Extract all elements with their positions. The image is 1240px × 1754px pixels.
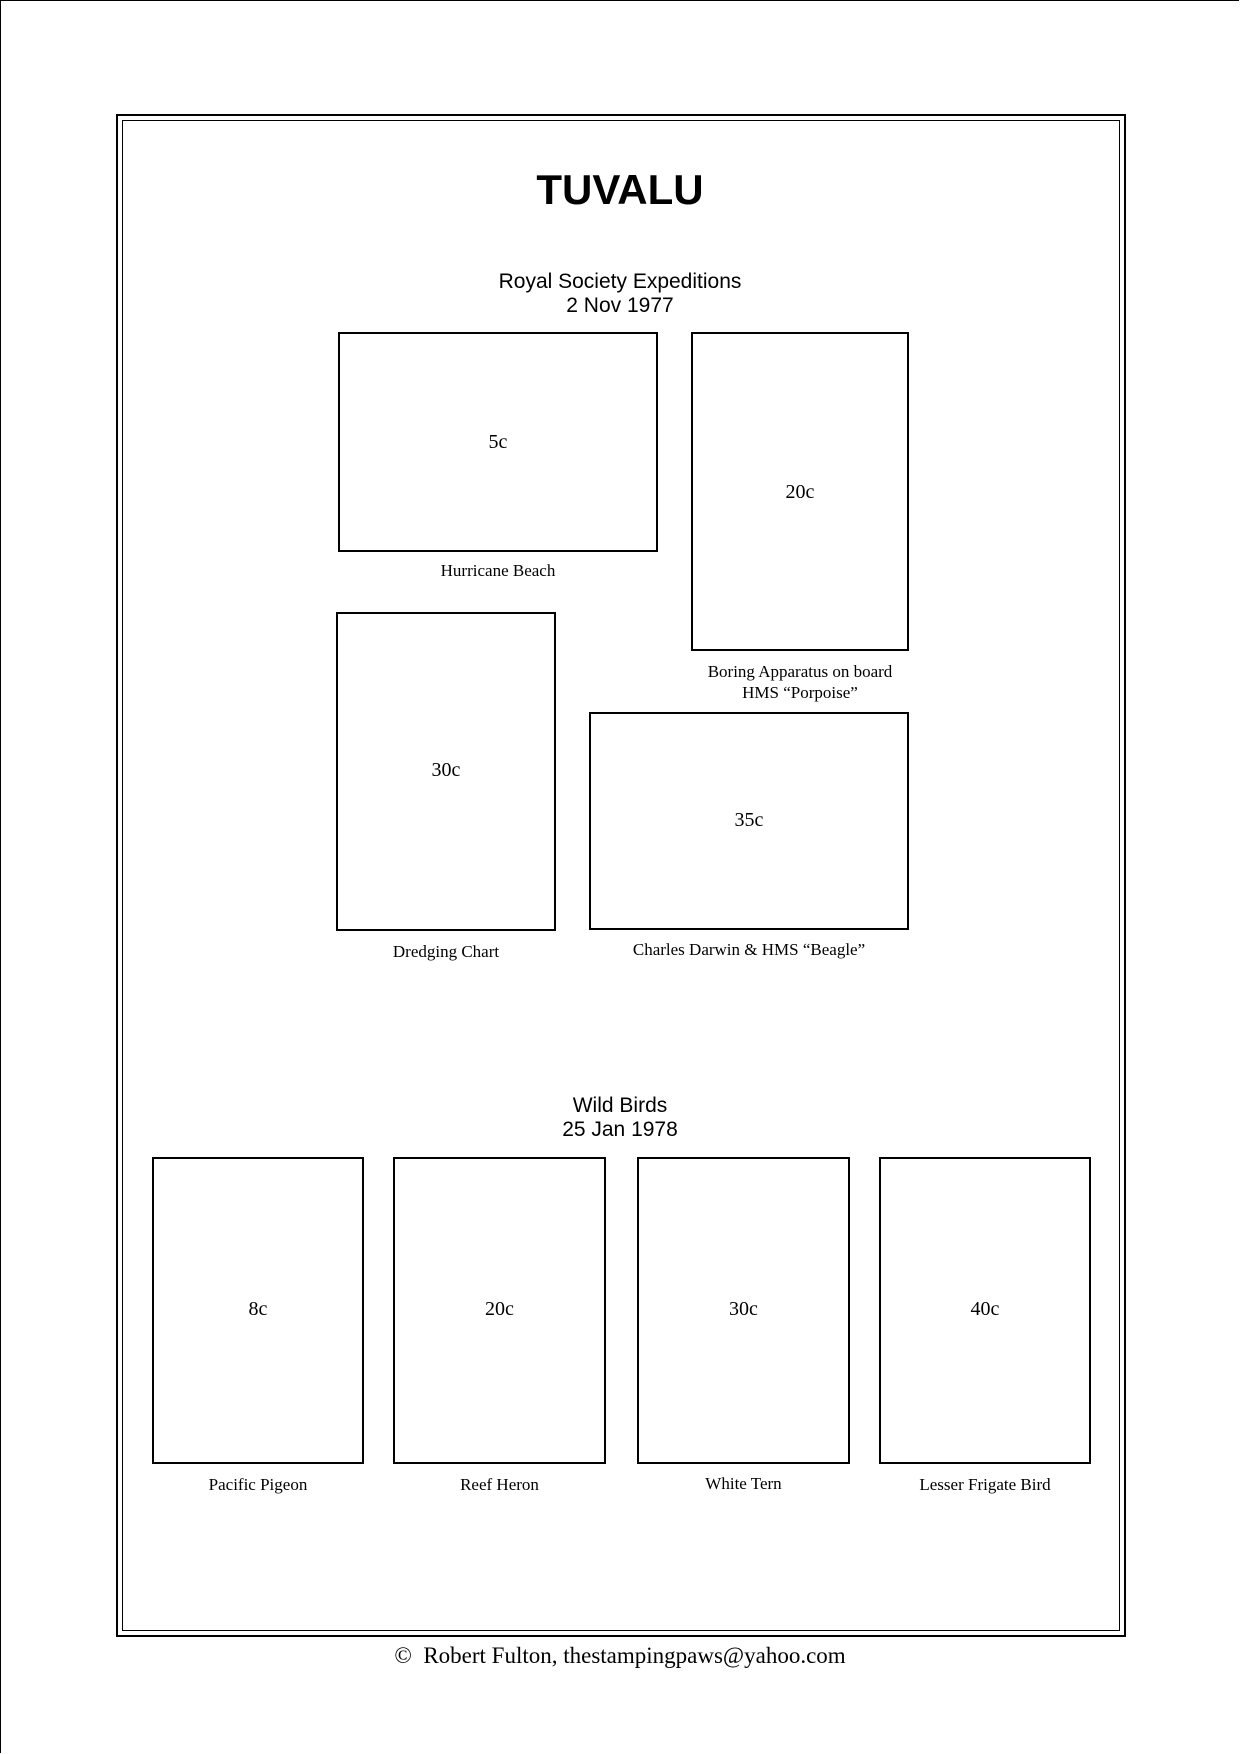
stamp-box-5c	[338, 332, 658, 552]
stamp-box-30c	[336, 612, 556, 931]
stamp-value: 35c	[734, 809, 764, 831]
stamp-box-35c	[589, 712, 909, 930]
copyright-symbol: ©	[394, 1643, 412, 1668]
section-header-wild-birds	[420, 1094, 820, 1142]
copyright-footer	[0, 1642, 1240, 1670]
stamp-caption: Lesser Frigate Bird	[919, 1475, 1051, 1494]
stamp-value: 20c	[485, 1298, 514, 1320]
stamp-value: 8c	[248, 1298, 268, 1320]
section-date: 2 Nov 1977	[566, 294, 674, 317]
stamp-value: 40c	[970, 1298, 1000, 1320]
stamp-caption: Charles Darwin & HMS “Beagle”	[632, 940, 866, 959]
copyright-text: Robert Fulton, thestampingpaws@yahoo.com	[423, 1643, 846, 1668]
stamp-value: 30c	[431, 759, 461, 781]
stamp-box-20c	[691, 332, 909, 651]
page-title: TUVALU	[536, 166, 704, 213]
stamp-value: 30c	[729, 1298, 758, 1320]
stamp-box-20c	[393, 1157, 606, 1464]
section-name: Royal Society Expeditions	[498, 270, 742, 293]
stamp-box-40c	[879, 1157, 1091, 1464]
section-header-royal-society	[420, 270, 820, 318]
section-name: Wild Birds	[572, 1094, 668, 1117]
stamp-caption: Hurricane Beach	[440, 561, 556, 580]
stamp-caption: Pacific Pigeon	[208, 1475, 308, 1494]
stamp-box-8c	[152, 1157, 364, 1464]
stamp-caption: Reef Heron	[460, 1475, 539, 1494]
section-date: 25 Jan 1978	[562, 1118, 678, 1141]
stamp-value: 20c	[785, 481, 815, 503]
stamp-caption: White Tern	[705, 1474, 782, 1493]
stamp-caption: Boring Apparatus on board HMS “Porpoise”	[707, 662, 893, 702]
stamp-value: 5c	[488, 431, 508, 453]
stamp-caption: Dredging Chart	[392, 942, 500, 961]
stamp-box-30c	[637, 1157, 850, 1464]
